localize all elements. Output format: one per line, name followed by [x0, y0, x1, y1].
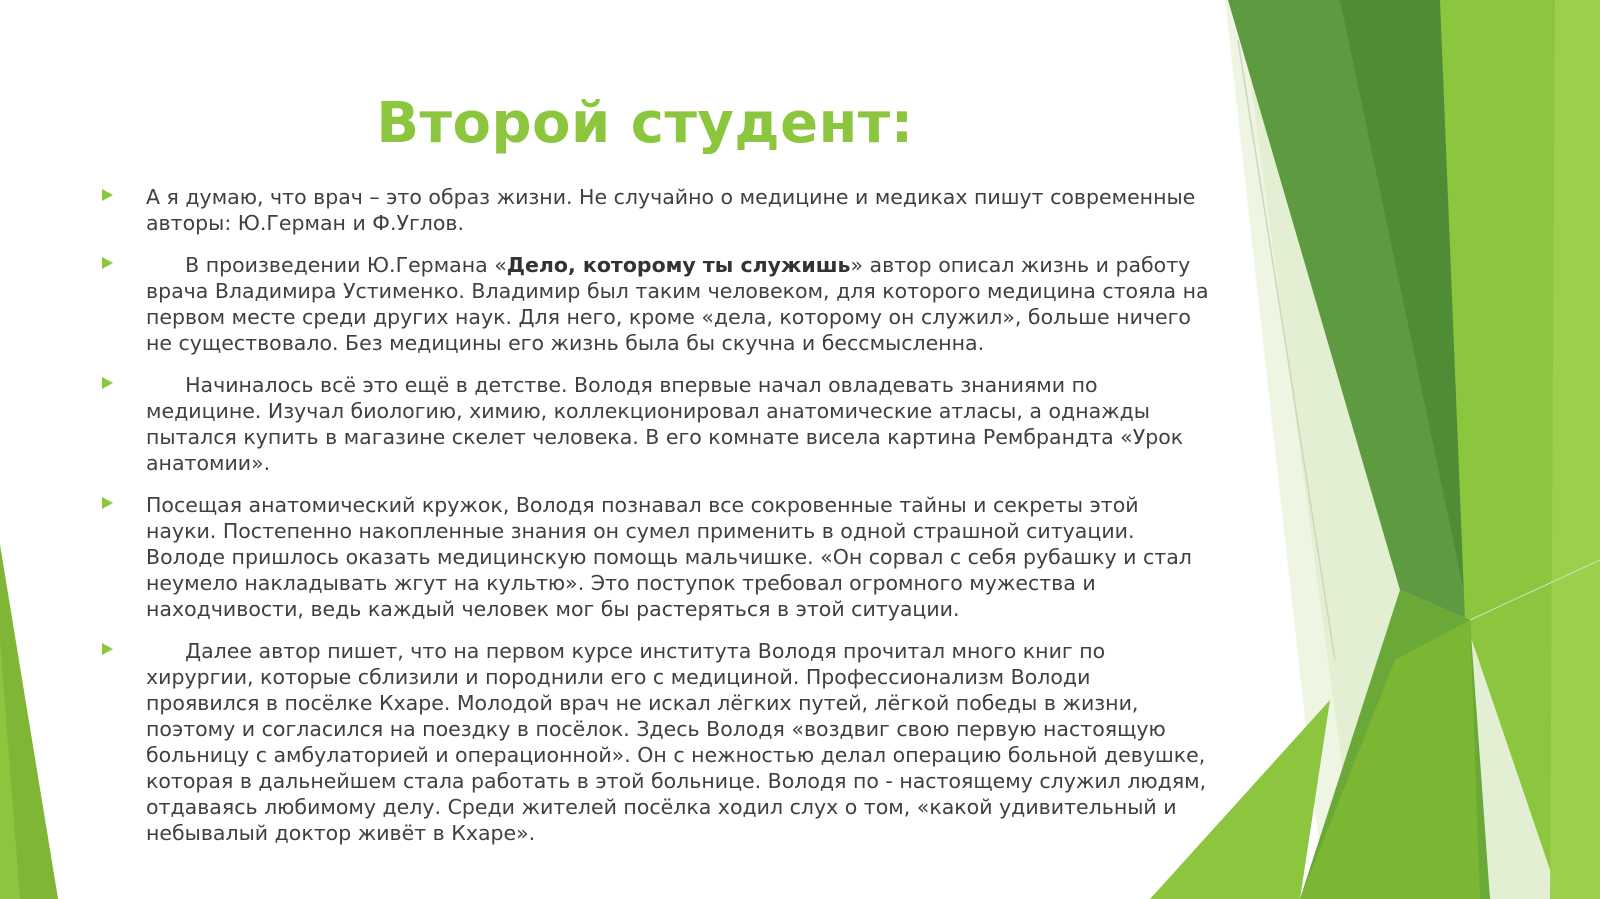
right-edge-strip — [1550, 0, 1600, 899]
book-title: Дело, которому ты служишь — [506, 253, 851, 277]
bullet-text: А я думаю, что врач – это образ жизни. Не случайно о медицине и медиках пишут современные авторы: Ю.Герман и Ф.Углов. — [146, 185, 1196, 235]
bullet-item — [100, 638, 1213, 846]
triangle-right-icon — [102, 497, 113, 509]
bullet-text-after: » автор описал жизнь и работу врача Владимира Устименко. Владимир был таким человеком, для которого медицина стояла на первом месте среди других наук. Для него, кроме «дела, которому он служил», больше ничего не существовало. Без медицины его жизнь была бы скучна и бессмысленна. — [146, 253, 1209, 355]
bullet-text: Посещая анатомический кружок, Володя познавал все сокровенные тайны и секреты этой науки. Постепенно накопленные знания он сумел применить в одной страшной ситуации. Володе пришлось оказать медицинскую помощь мальчишке. «Он сорвал с себя рубашку и стал неумело накладывать жгут на культю». Это поступок требовал огромного мужества и находчивости, ведь каждый человек мог бы растеряться в этой ситуации. — [146, 493, 1192, 621]
bullet-text: Далее автор пишет, что на первом курсе института Володя прочитал много книг по хирургии, которые сблизили и породнили его с медициной. Профессионализм Володи проявился в посёлке Кхаре. Молодой врач не искал лёгких путей, лёгкой победы в жизни, поэтому и согласился на поездку в посёлок. Здесь Володя «воздвиг свою первую настоящую больницу с амбулаторией и операционной». Он с нежностью делал операцию больной девушке, которая в дальнейшем стала работать в этой больнице. Володя по - настоящему служил людям, отдаваясь любимому делу. Среди жителей посёлка ходил слух о том, «какой удивительный и небывалый доктор живёт в Кхаре». — [146, 639, 1213, 845]
bullet-item — [100, 492, 1210, 622]
triangle-right-icon — [102, 643, 113, 655]
bullet-item — [100, 184, 1210, 236]
slide-title: Второй студент: — [376, 91, 914, 156]
bullet-list — [100, 184, 1213, 862]
bullet-text: Начиналось всё это ещё в детстве. Володя впервые начал овладевать знаниями по медицине. Изучал биологию, химию, коллекционировал анатомические атласы, а однажды пытался купить в магазине скелет человека. В его комнате висела картина Рембрандта «Урок анатомии». — [146, 373, 1190, 475]
triangle-right-icon — [102, 377, 113, 389]
triangle-right-icon — [102, 189, 113, 201]
bullet-item — [100, 372, 1210, 476]
triangle-right-icon — [102, 257, 113, 269]
bullet-text-before: В произведении Ю.Германа « — [146, 253, 507, 277]
bullet-item — [100, 252, 1210, 356]
